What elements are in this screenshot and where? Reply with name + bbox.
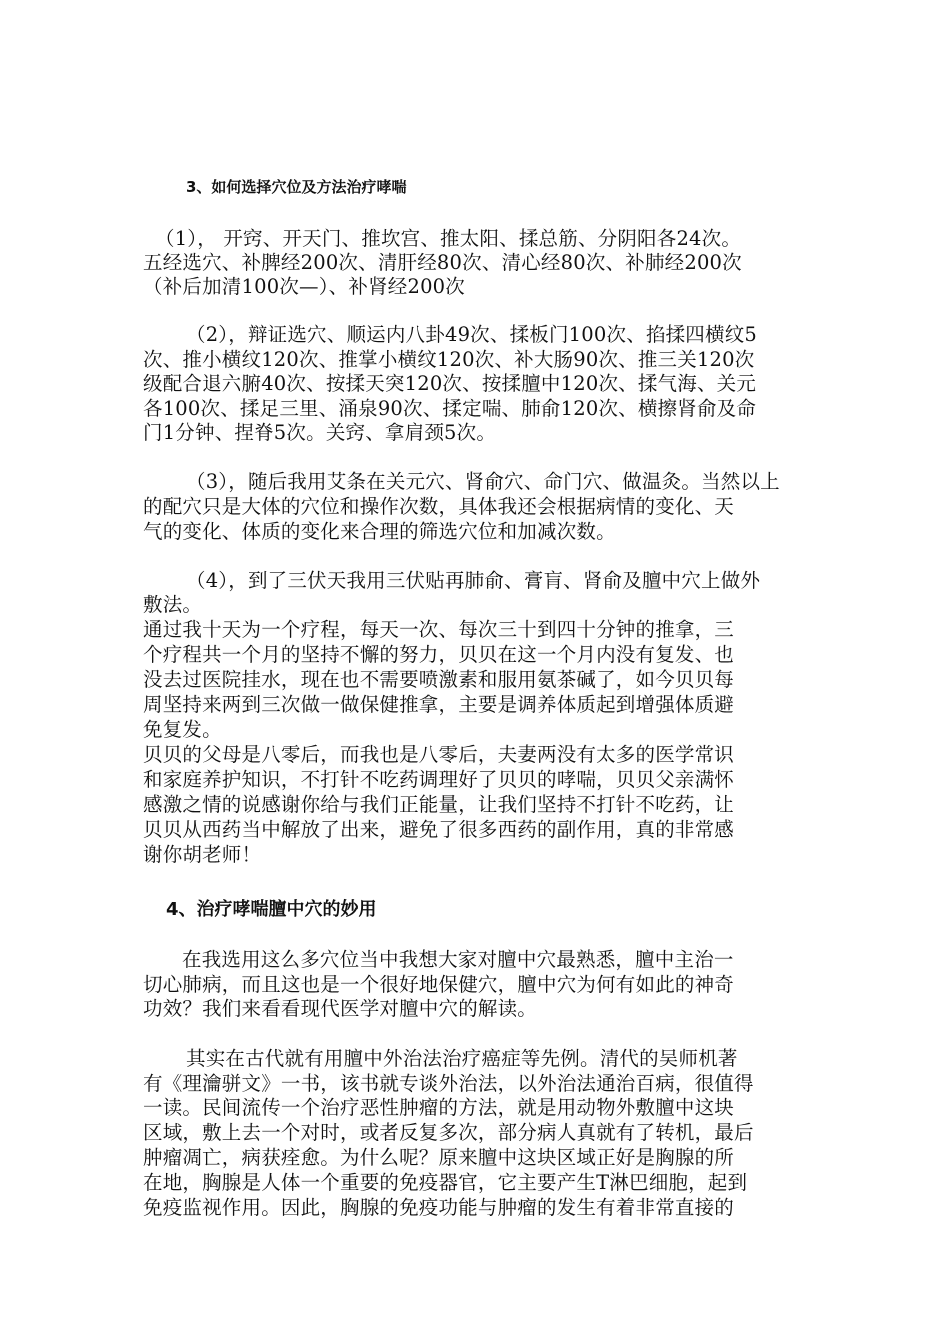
s4-p2-line-4: 区域，敷上去一个对时，或者反复多次，部分病人真就有了转机，最后 [143, 1121, 754, 1144]
s3-p2-line-2: 次、推小横纹120次、推掌小横纹120次、补大肠90次、推三关120次 [143, 348, 755, 371]
s3-p1-line-2: 五经选穴、补脾经200次、清肝经80次、清心经80次、补肺经200次 [143, 251, 742, 274]
s3-p2-line-4: 各100次、揉足三里、涌泉90次、揉定喘、肺俞120次、横擦肾俞及命 [143, 397, 757, 420]
s4-p2-line-5: 肿瘤凋亡，病获痊愈。为什么呢？原来膻中这块区域正好是胸腺的所 [143, 1146, 735, 1169]
s3-p4-line-1: （4），到了三伏天我用三伏贴再肺俞、膏肓、肾俞及膻中穴上做外 [186, 569, 761, 592]
s3-p5-line-5: 免复发。 [143, 718, 222, 741]
s4-p1-line-1: 在我选用这么多穴位当中我想大家对膻中穴最熟悉，膻中主治一 [182, 948, 734, 971]
s3-p3-line-1: （3），随后我用艾条在关元穴、肾俞穴、命门穴、做温灸。当然以上 [186, 470, 780, 493]
s3-p6-line-4: 贝贝从西药当中解放了出来，避免了很多西药的副作用，真的非常感 [143, 818, 735, 841]
s3-p5-line-1: 通过我十天为一个疗程，每天一次、每次三十到四十分钟的推拿，三 [143, 618, 735, 641]
s3-p5-line-2: 个疗程共一个月的坚持不懈的努力，贝贝在这一个月内没有复发、也 [143, 643, 735, 666]
s3-p6-line-5: 谢你胡老师！ [143, 843, 262, 866]
s3-p5-line-3: 没去过医院挂水，现在也不需要喷激素和服用氨茶碱了，如今贝贝每 [143, 668, 735, 691]
s3-p3-line-3: 气的变化、体质的变化来合理的筛选穴位和加减次数。 [143, 520, 616, 543]
s3-p2-line-5: 门1分钟、捏脊5次。关窍、拿肩颈5次。 [143, 421, 497, 444]
s4-p2-line-1: 其实在古代就有用膻中外治法治疗癌症等先例。清代的吴师机著 [186, 1047, 738, 1070]
s4-p1-line-3: 功效？我们来看看现代医学对膻中穴的解读。 [143, 997, 538, 1020]
s3-p1-line-1: （1）， 开窍、开天门、推坎宫、推太阳、揉总筋、分阴阳各24次。 [155, 227, 742, 250]
section-3-heading: 3、如何选择穴位及方法治疗哮喘 [186, 178, 407, 196]
section-4-heading: 4、治疗哮喘膻中穴的妙用 [166, 899, 377, 920]
s3-p6-line-1: 贝贝的父母是八零后，而我也是八零后，夫妻两没有太多的医学常识 [143, 743, 735, 766]
s3-p1-line-3: （补后加清100次—）、补肾经200次 [143, 275, 465, 298]
s3-p2-line-1: （2），辩证选穴、顺运内八卦49次、揉板门100次、掐揉四横纹5 [186, 323, 757, 346]
s4-p1-line-2: 切心肺病，而且这也是一个很好地保健穴，膻中穴为何有如此的神奇 [143, 973, 735, 996]
s3-p3-line-2: 的配穴只是大体的穴位和操作次数，具体我还会根据病情的变化、天 [143, 495, 735, 518]
s3-p4-line-2: 敷法。 [143, 593, 203, 616]
s3-p5-line-4: 周坚持来两到三次做一做保健推拿，主要是调养体质起到增强体质避 [143, 693, 735, 716]
s4-p2-line-7: 免疫监视作用。因此，胸腺的免疫功能与肿瘤的发生有着非常直接的 [143, 1196, 735, 1219]
s3-p6-line-3: 感激之情的说感谢你给与我们正能量，让我们坚持不打针不吃药，让 [143, 793, 735, 816]
s4-p2-line-6: 在地，胸腺是人体一个重要的免疫器官，它主要产生T淋巴细胞，起到 [143, 1171, 748, 1194]
s4-p2-line-3: 一读。民间流传一个治疗恶性肿瘤的方法，就是用动物外敷膻中这块 [143, 1096, 735, 1119]
s4-p2-line-2: 有《理瀹骈文》一书，该书就专谈外治法，以外治法通治百病，很值得 [143, 1072, 754, 1095]
s3-p2-line-3: 级配合退六腑40次、按揉天突120次、按揉膻中120次、揉气海、关元 [143, 372, 757, 395]
s3-p6-line-2: 和家庭养护知识，不打针不吃药调理好了贝贝的哮喘，贝贝父亲满怀 [143, 768, 735, 791]
